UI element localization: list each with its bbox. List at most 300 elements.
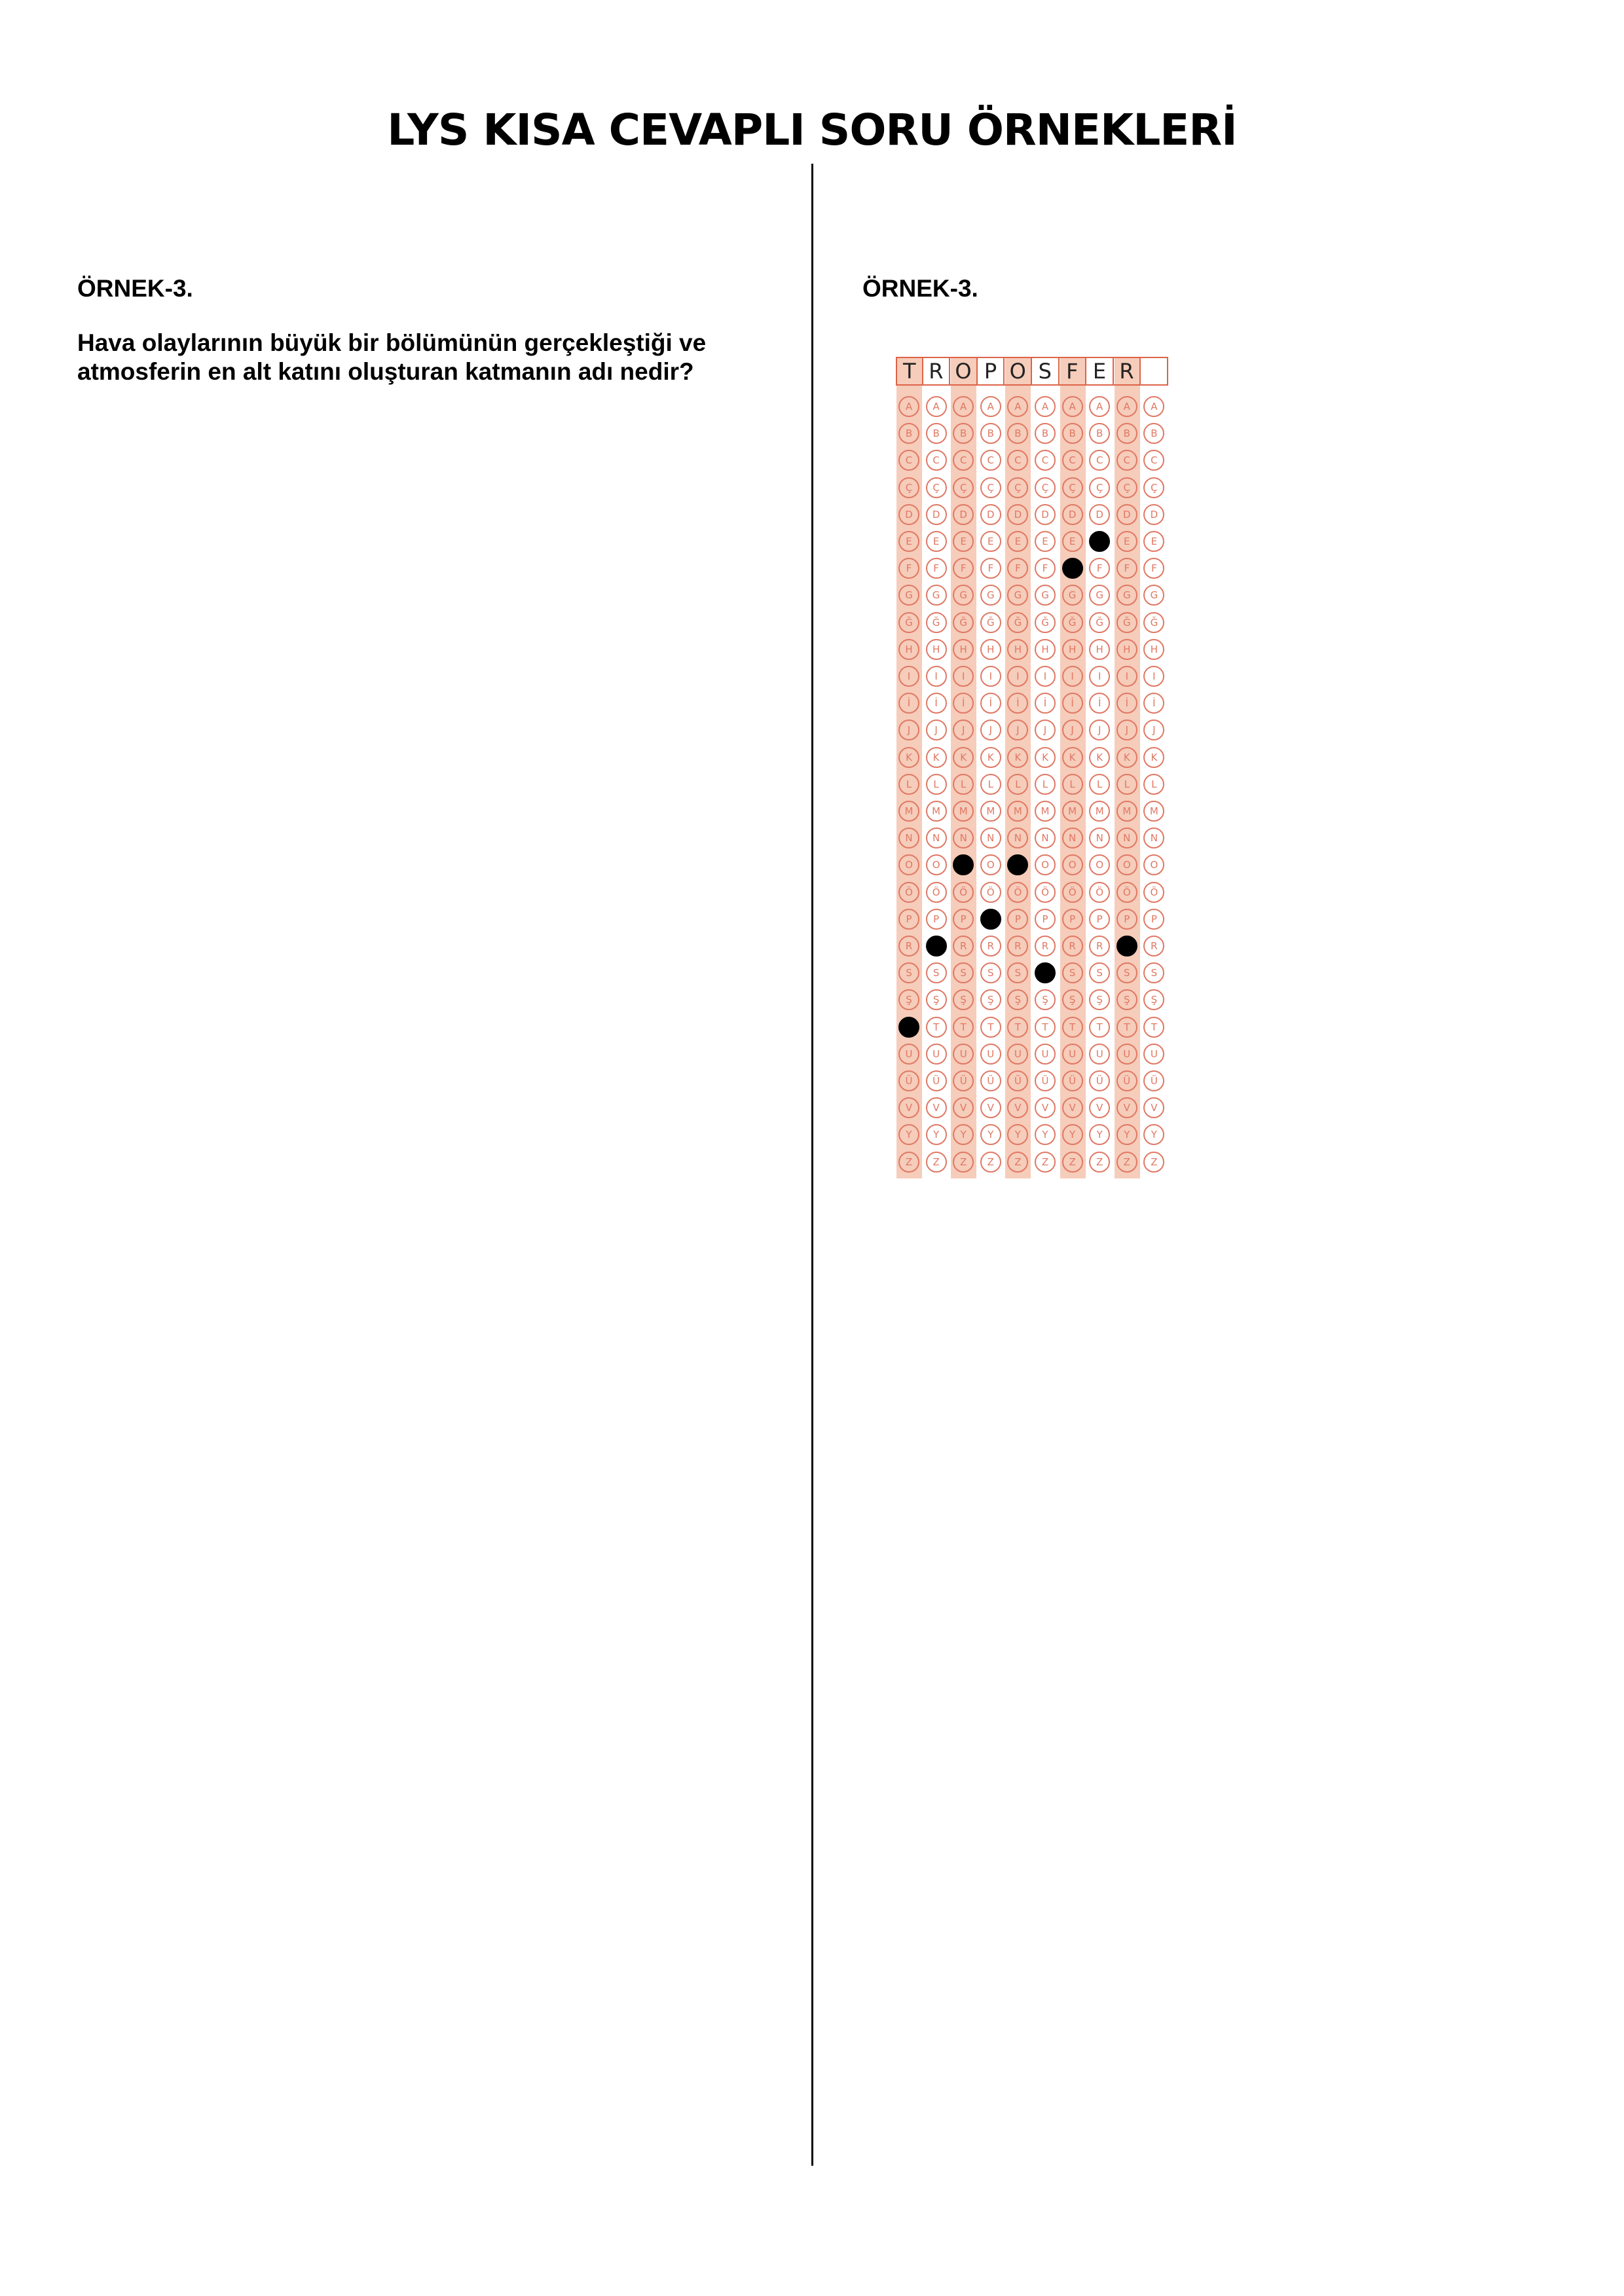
answer-bubble[interactable]: T — [1116, 1017, 1137, 1038]
answer-bubble[interactable]: L — [1143, 774, 1164, 795]
answer-bubble[interactable]: Y — [1089, 1124, 1110, 1145]
answer-bubble[interactable]: D — [1062, 504, 1083, 525]
answer-bubble[interactable]: M — [926, 801, 947, 822]
answer-bubble[interactable]: V — [1007, 1097, 1028, 1118]
answer-bubble[interactable]: Ş — [898, 989, 919, 1010]
answer-bubble[interactable]: A — [980, 396, 1001, 417]
answer-bubble[interactable]: Ü — [980, 1070, 1001, 1091]
answer-bubble[interactable]: Z — [1143, 1152, 1164, 1173]
answer-bubble[interactable]: İ — [1116, 693, 1137, 714]
answer-bubble[interactable]: İ — [1143, 693, 1164, 714]
answer-bubble[interactable]: Ü — [1116, 1070, 1137, 1091]
answer-bubble[interactable]: Ü — [926, 1070, 947, 1091]
answer-bubble[interactable]: G — [1143, 585, 1164, 606]
answer-bubble[interactable]: Ö — [898, 882, 919, 903]
answer-bubble[interactable]: Ğ — [1007, 612, 1028, 633]
answer-bubble[interactable]: R — [1143, 936, 1164, 957]
left-example-label: ÖRNEK-3. — [77, 275, 193, 302]
answer-bubble[interactable]: S — [980, 962, 1001, 983]
answer-bubble-filled[interactable] — [953, 854, 974, 875]
answer-bubble[interactable]: G — [926, 585, 947, 606]
answer-bubble-filled[interactable] — [1062, 558, 1083, 579]
answer-bubble[interactable]: Ç — [953, 477, 974, 498]
answer-bubble[interactable]: H — [1143, 639, 1164, 660]
answer-bubble[interactable]: S — [1116, 962, 1137, 983]
answer-bubble[interactable]: D — [1143, 504, 1164, 525]
answer-bubble[interactable]: G — [953, 585, 974, 606]
answer-bubble[interactable]: R — [1007, 936, 1028, 957]
answer-bubble[interactable]: J — [926, 720, 947, 740]
answer-bubble[interactable]: A — [1062, 396, 1083, 417]
bubble-row — [896, 906, 1168, 932]
answer-bubble[interactable]: K — [1089, 747, 1110, 768]
answer-bubble[interactable]: K — [1116, 747, 1137, 768]
answer-bubble[interactable]: H — [1035, 639, 1056, 660]
answer-bubble[interactable]: V — [1062, 1097, 1083, 1118]
answer-bubble[interactable]: E — [926, 531, 947, 552]
answer-bubble[interactable]: H — [1116, 639, 1137, 660]
answer-bubble[interactable]: C — [1089, 450, 1110, 471]
answer-bubble[interactable]: O — [926, 854, 947, 875]
answer-bubble[interactable]: I — [1143, 666, 1164, 687]
answer-bubble[interactable]: N — [1007, 828, 1028, 848]
answer-bubble[interactable]: Ş — [1089, 989, 1110, 1010]
answer-bubble[interactable]: Z — [898, 1152, 919, 1173]
answer-bubble[interactable]: Y — [1035, 1124, 1056, 1145]
answer-bubble[interactable]: Ğ — [1035, 612, 1056, 633]
answer-bubble[interactable]: Ü — [1007, 1070, 1028, 1091]
answer-bubble[interactable]: U — [898, 1044, 919, 1065]
answer-bubble[interactable]: A — [953, 396, 974, 417]
answer-bubble[interactable]: Ğ — [1143, 612, 1164, 633]
answer-bubble[interactable]: U — [1062, 1044, 1083, 1065]
answer-bubble[interactable]: C — [953, 450, 974, 471]
answer-bubble[interactable]: J — [1089, 720, 1110, 740]
answer-bubble[interactable]: V — [926, 1097, 947, 1118]
answer-bubble[interactable]: Z — [1062, 1152, 1083, 1173]
answer-bubble[interactable]: D — [1089, 504, 1110, 525]
answer-bubble[interactable]: P — [1062, 909, 1083, 930]
answer-bubble[interactable]: J — [1062, 720, 1083, 740]
answer-bubble[interactable]: H — [1062, 639, 1083, 660]
answer-bubble-filled[interactable] — [898, 1017, 919, 1038]
answer-bubble[interactable]: A — [1035, 396, 1056, 417]
answer-bubble[interactable]: O — [1062, 854, 1083, 875]
answer-bubble[interactable]: R — [1062, 936, 1083, 957]
answer-bubble[interactable]: Z — [926, 1152, 947, 1173]
answer-bubble[interactable]: F — [898, 558, 919, 579]
answer-bubble[interactable]: O — [898, 854, 919, 875]
answer-bubble[interactable]: Ö — [1143, 882, 1164, 903]
answer-bubble[interactable]: Y — [926, 1124, 947, 1145]
answer-bubble[interactable]: U — [1035, 1044, 1056, 1065]
answer-bubble[interactable]: Y — [1062, 1124, 1083, 1145]
answer-bubble[interactable]: D — [1116, 504, 1137, 525]
answer-bubble[interactable]: Ç — [898, 477, 919, 498]
answer-bubble[interactable]: M — [980, 801, 1001, 822]
answer-bubble[interactable]: E — [980, 531, 1001, 552]
answer-bubble[interactable]: E — [953, 531, 974, 552]
answer-bubble[interactable]: Ü — [1035, 1070, 1056, 1091]
answer-bubble[interactable]: Z — [1116, 1152, 1137, 1173]
answer-bubble[interactable]: I — [1116, 666, 1137, 687]
answer-bubble[interactable]: T — [953, 1017, 974, 1038]
answer-bubble[interactable]: M — [1089, 801, 1110, 822]
answer-bubble[interactable]: U — [926, 1044, 947, 1065]
answer-bubble[interactable]: K — [898, 747, 919, 768]
answer-bubble[interactable]: N — [926, 828, 947, 848]
answer-bubble[interactable]: F — [1007, 558, 1028, 579]
answer-bubble[interactable]: G — [1007, 585, 1028, 606]
answer-bubble[interactable]: P — [1116, 909, 1137, 930]
answer-bubble[interactable]: A — [1116, 396, 1137, 417]
answer-bubble[interactable]: Ç — [1089, 477, 1110, 498]
answer-bubble[interactable]: U — [1143, 1044, 1164, 1065]
answer-bubble[interactable]: C — [1116, 450, 1137, 471]
answer-bubble[interactable]: A — [1143, 396, 1164, 417]
answer-bubble[interactable]: Z — [1035, 1152, 1056, 1173]
answer-bubble[interactable]: P — [926, 909, 947, 930]
answer-bubble[interactable]: Ğ — [953, 612, 974, 633]
answer-bubble[interactable]: B — [898, 423, 919, 444]
answer-bubble[interactable]: Ü — [1089, 1070, 1110, 1091]
answer-bubble[interactable]: R — [980, 936, 1001, 957]
answer-bubble[interactable]: G — [1035, 585, 1056, 606]
answer-bubble[interactable]: Ç — [1035, 477, 1056, 498]
answer-bubble[interactable]: I — [980, 666, 1001, 687]
answer-bubble[interactable]: Ç — [980, 477, 1001, 498]
answer-bubble[interactable]: I — [1035, 666, 1056, 687]
answer-bubble[interactable]: U — [1007, 1044, 1028, 1065]
answer-bubble[interactable]: M — [1007, 801, 1028, 822]
answer-bubble[interactable]: Ş — [1116, 989, 1137, 1010]
answer-bubble[interactable]: Ö — [926, 882, 947, 903]
answer-bubble[interactable]: I — [926, 666, 947, 687]
answer-bubble[interactable]: G — [1089, 585, 1110, 606]
answer-bubble[interactable]: Ş — [953, 989, 974, 1010]
answer-bubble[interactable]: B — [1062, 423, 1083, 444]
answer-bubble[interactable]: Ö — [1062, 882, 1083, 903]
answer-bubble[interactable]: E — [1116, 531, 1137, 552]
answer-bubble[interactable]: Ö — [1035, 882, 1056, 903]
answer-bubble[interactable]: L — [1116, 774, 1137, 795]
answer-bubble[interactable]: N — [1089, 828, 1110, 848]
answer-bubble[interactable]: F — [1143, 558, 1164, 579]
answer-bubble[interactable]: K — [1035, 747, 1056, 768]
answer-bubble[interactable]: E — [1035, 531, 1056, 552]
answer-bubble[interactable]: P — [1007, 909, 1028, 930]
answer-bubble[interactable]: N — [898, 828, 919, 848]
answer-bubble[interactable]: B — [1007, 423, 1028, 444]
answer-bubble[interactable]: T — [926, 1017, 947, 1038]
answer-bubble[interactable]: Z — [980, 1152, 1001, 1173]
answer-bubble[interactable]: Ş — [980, 989, 1001, 1010]
answer-bubble[interactable]: C — [980, 450, 1001, 471]
bubble-row — [896, 582, 1168, 608]
answer-bubble[interactable]: P — [898, 909, 919, 930]
bubble-row — [896, 420, 1168, 446]
answer-bubble[interactable]: S — [1089, 962, 1110, 983]
answer-bubble[interactable]: Y — [898, 1124, 919, 1145]
answer-bubble[interactable]: N — [1143, 828, 1164, 848]
bubble-row — [896, 1149, 1168, 1175]
answer-bubble[interactable]: T — [1035, 1017, 1056, 1038]
answer-bubble[interactable]: N — [953, 828, 974, 848]
answer-bubble[interactable]: L — [1089, 774, 1110, 795]
answer-bubble[interactable]: Ş — [1035, 989, 1056, 1010]
answer-bubble[interactable]: D — [1035, 504, 1056, 525]
answer-bubble[interactable]: L — [980, 774, 1001, 795]
answer-bubble[interactable]: D — [953, 504, 974, 525]
answer-bubble[interactable]: N — [1062, 828, 1083, 848]
answer-bubble[interactable]: O — [1089, 854, 1110, 875]
answer-bubble-filled[interactable] — [1035, 962, 1056, 983]
answer-bubble[interactable]: Y — [1143, 1124, 1164, 1145]
answer-bubble[interactable]: F — [1035, 558, 1056, 579]
answer-bubble[interactable]: E — [898, 531, 919, 552]
answer-bubble[interactable]: A — [1007, 396, 1028, 417]
answer-bubble[interactable]: İ — [1089, 693, 1110, 714]
answer-bubble[interactable]: R — [1089, 936, 1110, 957]
answer-bubble[interactable]: Ö — [1116, 882, 1137, 903]
answer-bubble[interactable]: K — [1007, 747, 1028, 768]
answer-bubble[interactable]: V — [1143, 1097, 1164, 1118]
answer-bubble[interactable]: Y — [953, 1124, 974, 1145]
answer-bubble[interactable]: G — [1116, 585, 1137, 606]
answer-bubble[interactable]: Ü — [898, 1070, 919, 1091]
answer-bubble[interactable]: N — [980, 828, 1001, 848]
answer-bubble[interactable]: K — [926, 747, 947, 768]
answer-bubble-filled[interactable] — [1116, 936, 1137, 957]
bubble-row — [896, 610, 1168, 636]
answer-bubble[interactable]: Ç — [1007, 477, 1028, 498]
answer-bubble[interactable]: Ğ — [926, 612, 947, 633]
answer-bubble[interactable]: U — [1089, 1044, 1110, 1065]
answer-bubble[interactable]: H — [898, 639, 919, 660]
answer-bubble[interactable]: R — [1035, 936, 1056, 957]
answer-bubble-filled[interactable] — [980, 909, 1001, 930]
answer-bubble[interactable]: L — [953, 774, 974, 795]
answer-bubble[interactable]: Y — [1116, 1124, 1137, 1145]
answer-bubble[interactable]: Ö — [953, 882, 974, 903]
answer-bubble[interactable]: L — [898, 774, 919, 795]
answer-bubble[interactable]: Ş — [1062, 989, 1083, 1010]
answer-bubble[interactable]: E — [1007, 531, 1028, 552]
answer-bubble[interactable]: T — [1143, 1017, 1164, 1038]
answer-bubble[interactable]: M — [1143, 801, 1164, 822]
answer-bubble[interactable]: M — [953, 801, 974, 822]
answer-bubble[interactable]: T — [980, 1017, 1001, 1038]
answer-bubble[interactable]: B — [953, 423, 974, 444]
answer-bubble[interactable]: Y — [1007, 1124, 1028, 1145]
answer-bubble[interactable]: H — [980, 639, 1001, 660]
answer-bubble[interactable]: Ü — [953, 1070, 974, 1091]
answer-bubble[interactable]: İ — [953, 693, 974, 714]
answer-bubble[interactable]: İ — [1007, 693, 1028, 714]
answer-bubble[interactable]: L — [1062, 774, 1083, 795]
answer-bubble[interactable]: C — [898, 450, 919, 471]
answer-bubble[interactable]: Ş — [1007, 989, 1028, 1010]
answer-bubble[interactable]: D — [980, 504, 1001, 525]
answer-bubble[interactable]: S — [1143, 962, 1164, 983]
answer-bubble[interactable]: K — [980, 747, 1001, 768]
answer-bubble[interactable]: Z — [1007, 1152, 1028, 1173]
bubble-row — [896, 1068, 1168, 1094]
answer-bubble[interactable]: Ğ — [1089, 612, 1110, 633]
bubble-row — [896, 690, 1168, 716]
answer-bubble[interactable]: J — [980, 720, 1001, 740]
answer-bubble[interactable]: D — [898, 504, 919, 525]
answer-bubble[interactable]: J — [953, 720, 974, 740]
answer-bubble[interactable]: Ğ — [1062, 612, 1083, 633]
answer-bubble[interactable]: L — [1007, 774, 1028, 795]
answer-bubble[interactable]: G — [980, 585, 1001, 606]
answer-bubble[interactable]: Ç — [1143, 477, 1164, 498]
answer-bubble[interactable]: A — [926, 396, 947, 417]
answer-bubble[interactable]: Ç — [1062, 477, 1083, 498]
answer-bubble[interactable]: Ö — [1089, 882, 1110, 903]
answer-bubble[interactable]: Z — [1089, 1152, 1110, 1173]
answer-bubble[interactable]: J — [1143, 720, 1164, 740]
answer-bubble[interactable]: L — [926, 774, 947, 795]
answer-bubble[interactable]: V — [1035, 1097, 1056, 1118]
answer-bubble[interactable]: B — [980, 423, 1001, 444]
answer-bubble[interactable]: Ş — [1143, 989, 1164, 1010]
answer-bubble[interactable]: R — [953, 936, 974, 957]
answer-bubble[interactable]: Ö — [980, 882, 1001, 903]
answer-bubble[interactable]: D — [926, 504, 947, 525]
answer-bubble[interactable]: Z — [953, 1152, 974, 1173]
answer-bubble[interactable]: İ — [898, 693, 919, 714]
bubble-row — [896, 393, 1168, 420]
answer-bubble[interactable]: N — [1116, 828, 1137, 848]
answer-bubble[interactable]: R — [898, 936, 919, 957]
answer-bubble[interactable]: E — [1062, 531, 1083, 552]
answer-bubble[interactable]: P — [953, 909, 974, 930]
answer-bubble[interactable]: P — [1143, 909, 1164, 930]
answer-bubble[interactable]: Ş — [926, 989, 947, 1010]
answer-bubble[interactable]: B — [1035, 423, 1056, 444]
answer-bubble[interactable]: H — [926, 639, 947, 660]
answer-bubble[interactable]: T — [1089, 1017, 1110, 1038]
answer-bubble[interactable]: F — [1116, 558, 1137, 579]
answer-bubble[interactable]: K — [1143, 747, 1164, 768]
answer-bubble[interactable]: T — [1062, 1017, 1083, 1038]
answer-bubble[interactable]: M — [1062, 801, 1083, 822]
answer-bubble[interactable]: Ğ — [980, 612, 1001, 633]
answer-bubble[interactable]: Ö — [1007, 882, 1028, 903]
answer-bubble[interactable]: Ğ — [1116, 612, 1137, 633]
answer-bubble[interactable]: Ğ — [898, 612, 919, 633]
answer-bubble[interactable]: M — [898, 801, 919, 822]
answer-bubble[interactable]: P — [1035, 909, 1056, 930]
answer-bubble[interactable]: V — [1089, 1097, 1110, 1118]
answer-bubble-filled[interactable] — [1007, 854, 1028, 875]
answer-bubble[interactable]: M — [1116, 801, 1137, 822]
answer-bubble[interactable]: M — [1035, 801, 1056, 822]
answer-bubble[interactable]: G — [898, 585, 919, 606]
answer-bubble[interactable]: U — [953, 1044, 974, 1065]
answer-bubble[interactable]: I — [1089, 666, 1110, 687]
answer-bubble[interactable]: K — [1062, 747, 1083, 768]
answer-bubble[interactable]: C — [1143, 450, 1164, 471]
answer-bubble[interactable]: H — [1089, 639, 1110, 660]
answer-bubble[interactable]: F — [953, 558, 974, 579]
answer-bubble[interactable]: J — [898, 720, 919, 740]
answer-bubble[interactable]: D — [1007, 504, 1028, 525]
answer-bubble[interactable]: Ç — [1116, 477, 1137, 498]
answer-bubble[interactable]: İ — [1062, 693, 1083, 714]
answer-bubble[interactable]: S — [1062, 962, 1083, 983]
answer-bubble[interactable]: K — [953, 747, 974, 768]
answer-bubble[interactable]: T — [1007, 1017, 1028, 1038]
answer-bubble[interactable]: İ — [1035, 693, 1056, 714]
answer-bubble[interactable]: I — [1062, 666, 1083, 687]
answer-bubble[interactable]: C — [1062, 450, 1083, 471]
answer-bubble[interactable]: F — [1089, 558, 1110, 579]
answer-bubble[interactable]: G — [1062, 585, 1083, 606]
answer-bubble[interactable]: C — [926, 450, 947, 471]
answer-bubble[interactable]: B — [1089, 423, 1110, 444]
answer-bubble[interactable]: U — [1116, 1044, 1137, 1065]
answer-bubble[interactable]: O — [1143, 854, 1164, 875]
answer-bubble[interactable]: E — [1143, 531, 1164, 552]
answer-bubble[interactable]: N — [1035, 828, 1056, 848]
answer-bubble[interactable]: İ — [980, 693, 1001, 714]
answer-bubble[interactable]: H — [953, 639, 974, 660]
answer-bubble[interactable]: U — [980, 1044, 1001, 1065]
answer-bubble[interactable]: I — [953, 666, 974, 687]
answer-bubble[interactable]: H — [1007, 639, 1028, 660]
answer-bubble[interactable]: V — [980, 1097, 1001, 1118]
answer-bubble[interactable]: A — [898, 396, 919, 417]
answer-bubble-filled[interactable] — [926, 936, 947, 957]
answer-bubble[interactable]: O — [1035, 854, 1056, 875]
answer-bubble[interactable]: S — [898, 962, 919, 983]
answer-bubble[interactable]: F — [980, 558, 1001, 579]
answer-bubble[interactable]: V — [898, 1097, 919, 1118]
answer-bubble[interactable]: C — [1035, 450, 1056, 471]
answer-bubble[interactable]: J — [1007, 720, 1028, 740]
answer-bubble[interactable]: B — [926, 423, 947, 444]
answer-bubble[interactable]: J — [1035, 720, 1056, 740]
answer-bubble[interactable]: O — [980, 854, 1001, 875]
answer-bubble[interactable]: B — [1143, 423, 1164, 444]
answer-bubble[interactable]: S — [1007, 962, 1028, 983]
answer-bubble[interactable]: C — [1007, 450, 1028, 471]
answer-bubble[interactable]: A — [1089, 396, 1110, 417]
answer-bubble[interactable]: O — [1116, 854, 1137, 875]
answer-bubble[interactable]: L — [1035, 774, 1056, 795]
answer-bubble-filled[interactable] — [1089, 531, 1110, 552]
answer-bubble[interactable]: Ç — [926, 477, 947, 498]
answer-bubble[interactable]: I — [1007, 666, 1028, 687]
answer-bubble[interactable]: I — [898, 666, 919, 687]
bubble-row — [896, 879, 1168, 905]
answer-bubble[interactable]: S — [926, 962, 947, 983]
answer-bubble[interactable]: Ü — [1062, 1070, 1083, 1091]
answer-bubble[interactable]: P — [1089, 909, 1110, 930]
answer-bubble[interactable]: Ü — [1143, 1070, 1164, 1091]
answer-bubble[interactable]: İ — [926, 693, 947, 714]
answer-bubble[interactable]: B — [1116, 423, 1137, 444]
answer-bubble[interactable]: V — [953, 1097, 974, 1118]
answer-bubble[interactable]: J — [1116, 720, 1137, 740]
answer-bubble[interactable]: V — [1116, 1097, 1137, 1118]
answer-bubble[interactable]: S — [953, 962, 974, 983]
answer-bubble[interactable]: Y — [980, 1124, 1001, 1145]
answer-bubble[interactable]: F — [926, 558, 947, 579]
